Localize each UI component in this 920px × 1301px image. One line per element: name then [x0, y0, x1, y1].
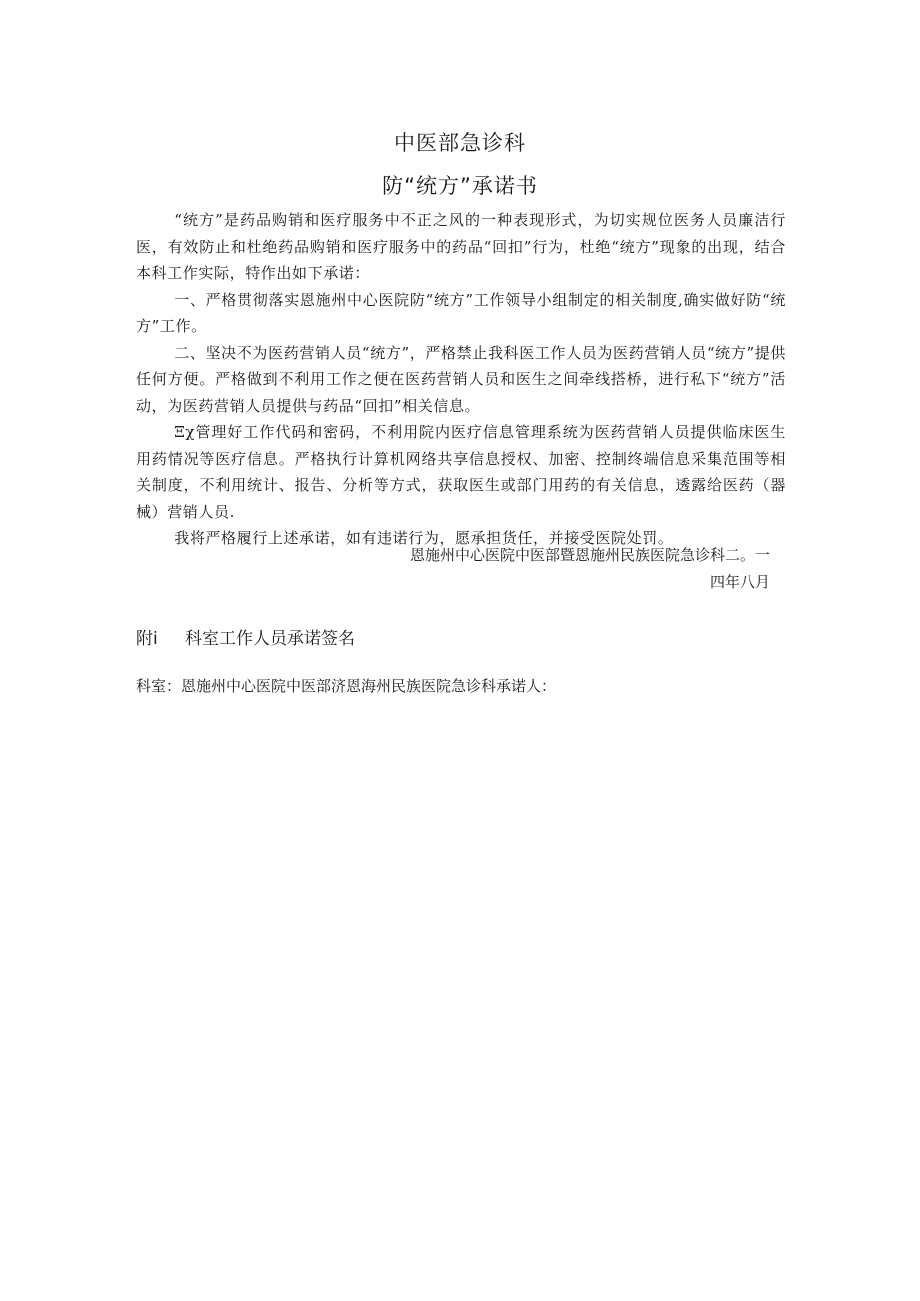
pledge-body: [136, 207, 786, 552]
signature-block: [340, 542, 770, 596]
pledge-item-1: 一、严格贯彻落实恩施州中心医院防“统方”工作领导小组制定的相关制度,确实做好防“统方”工作。: [136, 290, 786, 335]
pledge-item-2: 二、坚决不为医药营销人员“统方”，严格禁止我科医工作人员为医药营销人员“统方”提供任何方便。严格做到不利用工作之便在医药营销人员和医生之间牵线搭桥，进行私下“统方”活动，为医药营销人员提供与药品“回扣”相关信息。: [136, 343, 786, 415]
department-title: 中医部急诊科: [394, 131, 526, 155]
appendix-label: 附i: [136, 629, 158, 649]
signature-date: 四年八月: [709, 573, 770, 591]
pledge-item-3: Ξχ管理好工作代码和密码，不利用院内医疗信息管理系统为医药营销人员提供临床医生用药情况等医疗信息。严格执行计算机网络共享信息授权、加密、控制终端信息采集范围等相关制度，不利用统计、报告、分析等方式，获取医生或部门用药的有关信息，透露给医药（器械）营销人员.: [136, 423, 786, 521]
appendix-title: 科室工作人员承诺签名: [185, 629, 355, 649]
signature-organization: 恩施州中心医院中医部暨恩施州民族医院急诊科二。一: [409, 546, 770, 564]
department-signer-line: 科室：恩施州中心医院中医部济恩海州民族医院急诊科承诺人：: [136, 677, 557, 695]
closing-paragraph: 我将严格履行上述承诺，如有违诺行为，愿承担货任，并接受医院处罚。: [174, 529, 674, 547]
pledge-title: 防“统方”承诺书: [382, 174, 538, 198]
intro-paragraph: “统方”是药品购销和医疗服务中不正之风的一种表现形式，为切实规位医务人员廉洁行医，有效防止和杜绝药品购销和医疗服务中的药品“回扣”行为，杜绝“统方”现象的出现，结合本科工作实际，特作出如下承诺：: [136, 211, 786, 282]
appendix-heading: [136, 624, 355, 649]
